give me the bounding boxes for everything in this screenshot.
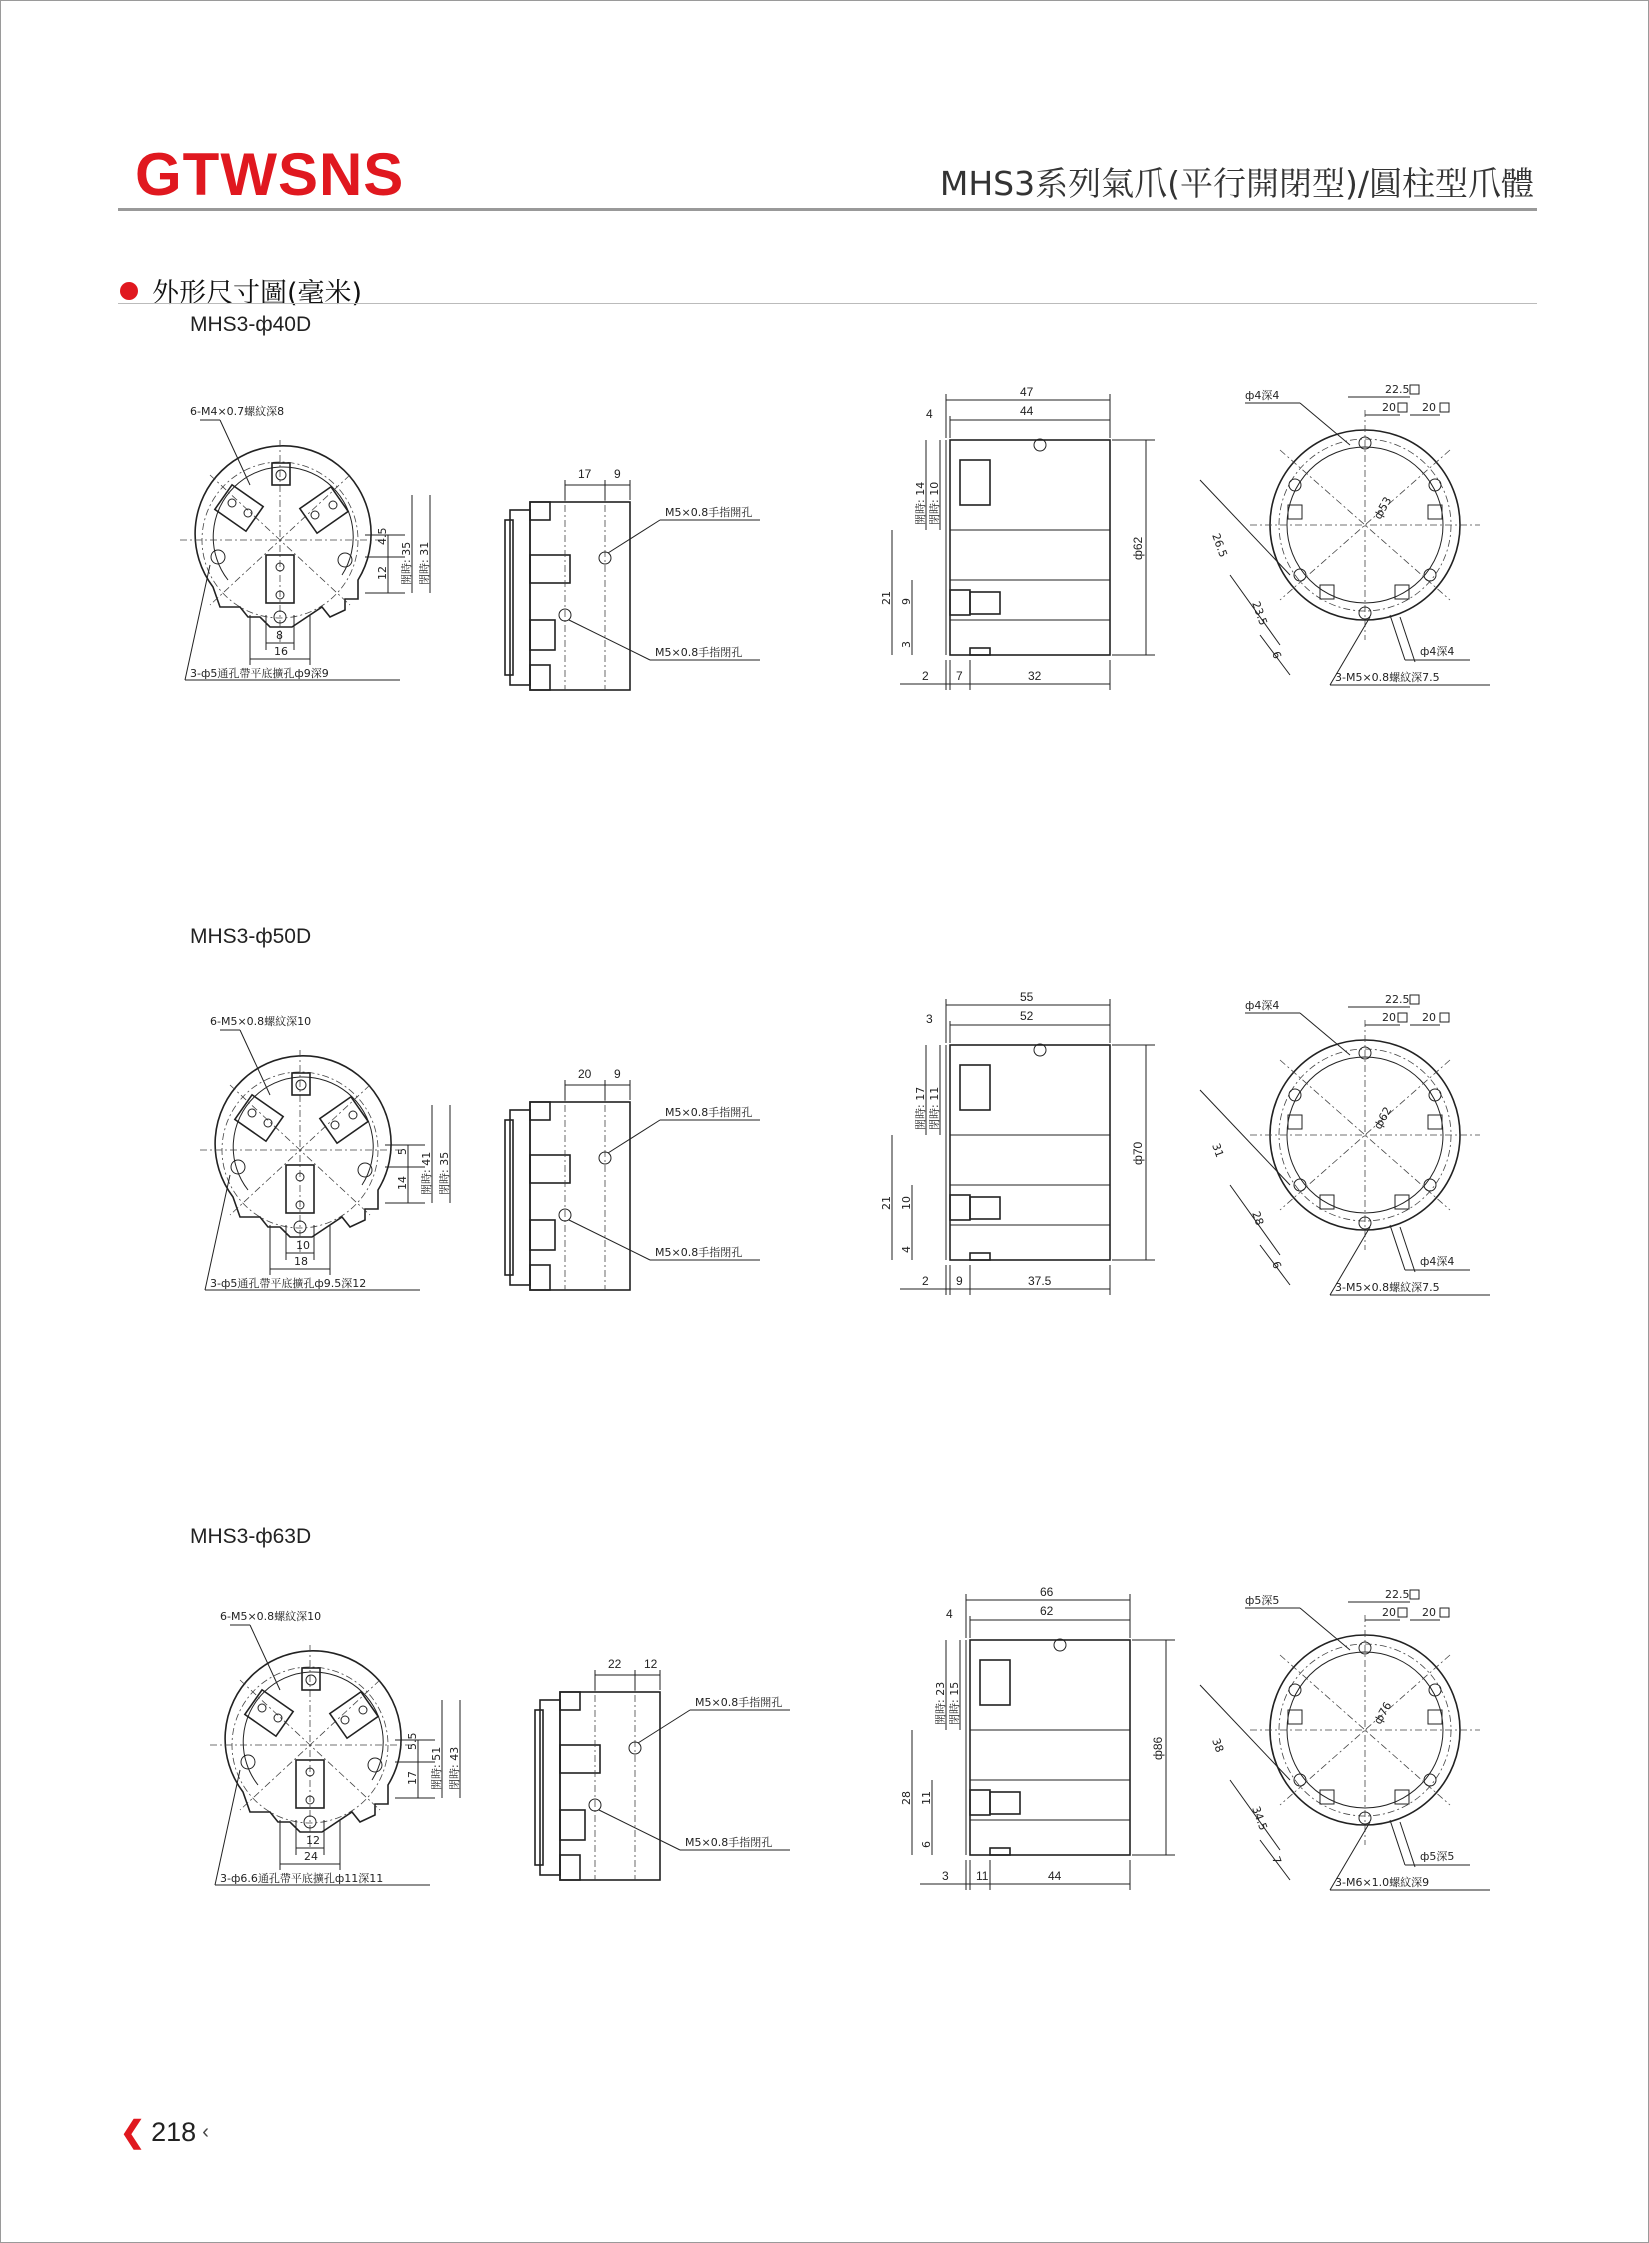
dimension-label: 62 [1040,1604,1054,1618]
section-view-body [946,439,1110,655]
front-view-body [210,1645,412,1850]
dimension-label: 4 [946,1607,953,1621]
dimension-label: 9 [956,1274,963,1288]
section-view-drawing [860,985,1160,1315]
dimension-label: ф62 [1131,536,1145,560]
dimension-label: 44 [1048,1869,1062,1883]
dimension-label: 14 [396,1176,409,1190]
dimension-label: M5×0.8手指閉孔 [655,1246,743,1259]
side-view-body [505,1090,630,1290]
dimension-label: ф4深4 [1245,389,1280,402]
bottom-view-body [1250,410,1480,640]
dimension-label: 20 [1422,401,1436,414]
front-view-drawing [150,385,490,715]
dimension-label: 3-M6×1.0螺紋深9 [1335,1876,1430,1889]
dimension-label: 6 [920,1841,933,1848]
dimension-label: ф4深4 [1420,1255,1455,1268]
section-rule [118,303,1537,304]
dimension-label: ф62 [1371,1104,1395,1132]
side-view-drawing [520,1630,840,1890]
dimension-label: 20 [1422,1606,1436,1619]
dimension-label: 7 [956,669,963,683]
dimension-label: 10 [296,1239,310,1252]
bottom-view-drawing [1190,985,1520,1325]
dimension-label: 開時: 35 [400,541,413,585]
dimension-label: 12 [306,1834,320,1847]
dimension-label: 12 [376,566,389,580]
dimension-label: 22.5 [1385,1588,1410,1601]
dimension-label: 3-M5×0.8螺紋深7.5 [1335,671,1440,684]
section-view-drawing [860,380,1160,710]
dimension-label: 20 [1382,1011,1396,1024]
front-view-dimensions [215,1609,461,1885]
section-view-body [966,1639,1130,1855]
dimension-label: 3-M5×0.8螺紋深7.5 [1335,1281,1440,1294]
front-view-body [180,440,382,645]
bottom-view-dimensions [1200,1588,1490,1890]
model-label [190,925,311,949]
dimension-label: 22 [608,1657,622,1671]
section-view-drawing [880,1580,1180,1910]
right-chevron-icon: ‹ [202,2121,209,2143]
dimension-label: 開時: 17 [914,1086,927,1130]
dimension-label: 12 [644,1657,658,1671]
dimension-label: 11 [976,1869,989,1883]
dimension-label: 22.5 [1385,993,1410,1006]
dimension-label: 20 [1422,1011,1436,1024]
dimension-label: 28 [900,1791,913,1805]
bottom-view-drawing [1190,1580,1520,1920]
dimension-label: MHS3-ф50D [190,925,312,948]
dimension-label: MHS3-ф40D [190,313,312,336]
bottom-view-dimensions [1200,383,1490,685]
dimension-label: ф70 [1131,1141,1145,1165]
dimension-label: M5×0.8手指閉孔 [655,646,743,659]
dimension-label: 開時: 41 [420,1151,433,1195]
dimension-label: 9 [614,467,621,481]
dimension-label: 閉時: 11 [928,1086,941,1130]
section-view-dimensions [880,385,1155,690]
dimension-label: 5 [396,1148,409,1155]
dimension-label: M5×0.8手指開孔 [695,1696,783,1709]
dimension-label: 3-ф5通孔帶平底擴孔ф9深9 [190,667,329,680]
dimension-label: 55 [1020,990,1034,1004]
dimension-label: M5×0.8手指閉孔 [685,1836,773,1849]
side-view-dimensions [595,1657,790,1850]
dimension-label: ф76 [1371,1699,1395,1727]
dimension-label: 21 [880,1196,893,1210]
dimension-label: 52 [1020,1009,1034,1023]
page-number-value: 218 [151,2117,197,2147]
front-view-dimensions [185,404,431,680]
dimension-label: ф5深5 [1245,1594,1280,1607]
dimension-label: 16 [274,645,288,658]
header-rule [118,208,1537,211]
dimension-label: 5.5 [406,1732,419,1750]
dimension-label: 34.5 [1249,1804,1270,1833]
side-view-drawing [490,1040,810,1300]
model-label [190,1525,311,1549]
bottom-view-drawing [1190,375,1520,715]
dimension-label: 44 [1020,404,1034,418]
dimension-label: 23.5 [1249,599,1270,628]
dimension-label: 26.5 [1209,531,1230,560]
dimension-label: 31 [1209,1141,1227,1160]
dimension-label: 2 [922,1274,929,1288]
dimension-label: 32 [1028,669,1042,683]
side-view-drawing [490,440,810,700]
section-view-body [946,1044,1110,1260]
dimension-label: 18 [294,1255,308,1268]
dimension-label: 11 [920,1791,933,1805]
dimension-label: 閉時: 31 [418,541,431,585]
side-view-body [535,1680,660,1880]
front-view-body [200,1050,402,1255]
dimension-label: M5×0.8手指開孔 [665,506,753,519]
dimension-label: 9 [900,598,913,605]
red-bullet-icon [120,282,138,300]
dimension-label: 9 [614,1067,621,1081]
dimension-label: MHS3-ф63D [190,1525,312,1548]
page-title: MHS3系列氣爪(平行開閉型)/圓柱型爪體 [939,164,1534,203]
section-heading [120,271,362,310]
dimension-label: 37.5 [1028,1274,1052,1288]
dimension-label: 21 [880,591,893,605]
dimension-label: 6 [1269,1259,1284,1271]
dimension-label: ф53 [1371,494,1395,522]
dimension-label: 4.5 [376,527,389,545]
dimension-label: 開時: 23 [934,1681,947,1725]
dimension-label: 3-ф5通孔帶平底擴孔ф9.5深12 [210,1277,367,1290]
dimension-label: ф86 [1151,1736,1165,1760]
dimension-label: 10 [900,1196,913,1210]
dimension-label: 3 [900,641,913,648]
dimension-label: 17 [578,467,592,481]
dimension-label: 22.5 [1385,383,1410,396]
dimension-label: 20 [1382,1606,1396,1619]
page-number [120,2115,209,2150]
dimension-label: 24 [304,1850,318,1863]
dimension-label: 開時: 14 [914,481,927,525]
dimension-label: 38 [1209,1736,1227,1755]
dimension-label: 開時: 51 [430,1746,443,1790]
front-view-drawing [170,995,510,1325]
dimension-label: ф4深4 [1245,999,1280,1012]
front-view-dimensions [205,1014,451,1290]
side-view-body [505,490,630,690]
dimension-label: 6-M4×0.7螺紋深8 [190,405,285,418]
dimension-label: 閉時: 35 [438,1151,451,1195]
dimension-label: 3 [942,1869,949,1883]
dimension-label: 閉時: 43 [448,1746,461,1790]
dimension-label: 閉時: 10 [928,481,941,525]
dimension-label: 4 [926,407,933,421]
dimension-label: 6-M5×0.8螺紋深10 [210,1015,312,1028]
side-view-dimensions [565,1067,760,1260]
brand-logo: GTWSNS [135,141,405,208]
dimension-label: ф4深4 [1420,645,1455,658]
dimension-label: 20 [1382,401,1396,414]
dimension-label: 4 [900,1246,913,1253]
model-label [190,313,311,337]
dimension-label: 47 [1020,385,1034,399]
bottom-view-dimensions [1200,993,1490,1295]
section-view-dimensions [880,990,1155,1295]
dimension-label: 66 [1040,1585,1054,1599]
bottom-view-body [1250,1615,1480,1845]
dimension-label: 20 [578,1067,592,1081]
dimension-label: 17 [406,1771,419,1785]
dimension-label: 8 [276,629,283,642]
dimension-label: 6 [1269,649,1284,661]
section-view-dimensions [900,1585,1175,1890]
side-view-dimensions [565,467,760,660]
dimension-label: 7 [1269,1854,1284,1866]
dimension-label: 2 [922,669,929,683]
dimension-label: 28 [1249,1209,1267,1228]
front-view-drawing [180,1590,520,1920]
section-title: 外形尺寸圖(毫米) [152,278,363,309]
dimension-label: 3 [926,1012,933,1026]
bottom-view-body [1250,1020,1480,1250]
dimension-label: ф5深5 [1420,1850,1455,1863]
dimension-label: 3-ф6.6通孔帶平底擴孔ф11深11 [220,1872,384,1885]
dimension-label: 閉時: 15 [948,1681,961,1725]
dimension-label: 6-M5×0.8螺紋深10 [220,1610,322,1623]
dimension-label: M5×0.8手指開孔 [665,1106,753,1119]
left-chevron-icon: ❮ [120,2116,146,2149]
